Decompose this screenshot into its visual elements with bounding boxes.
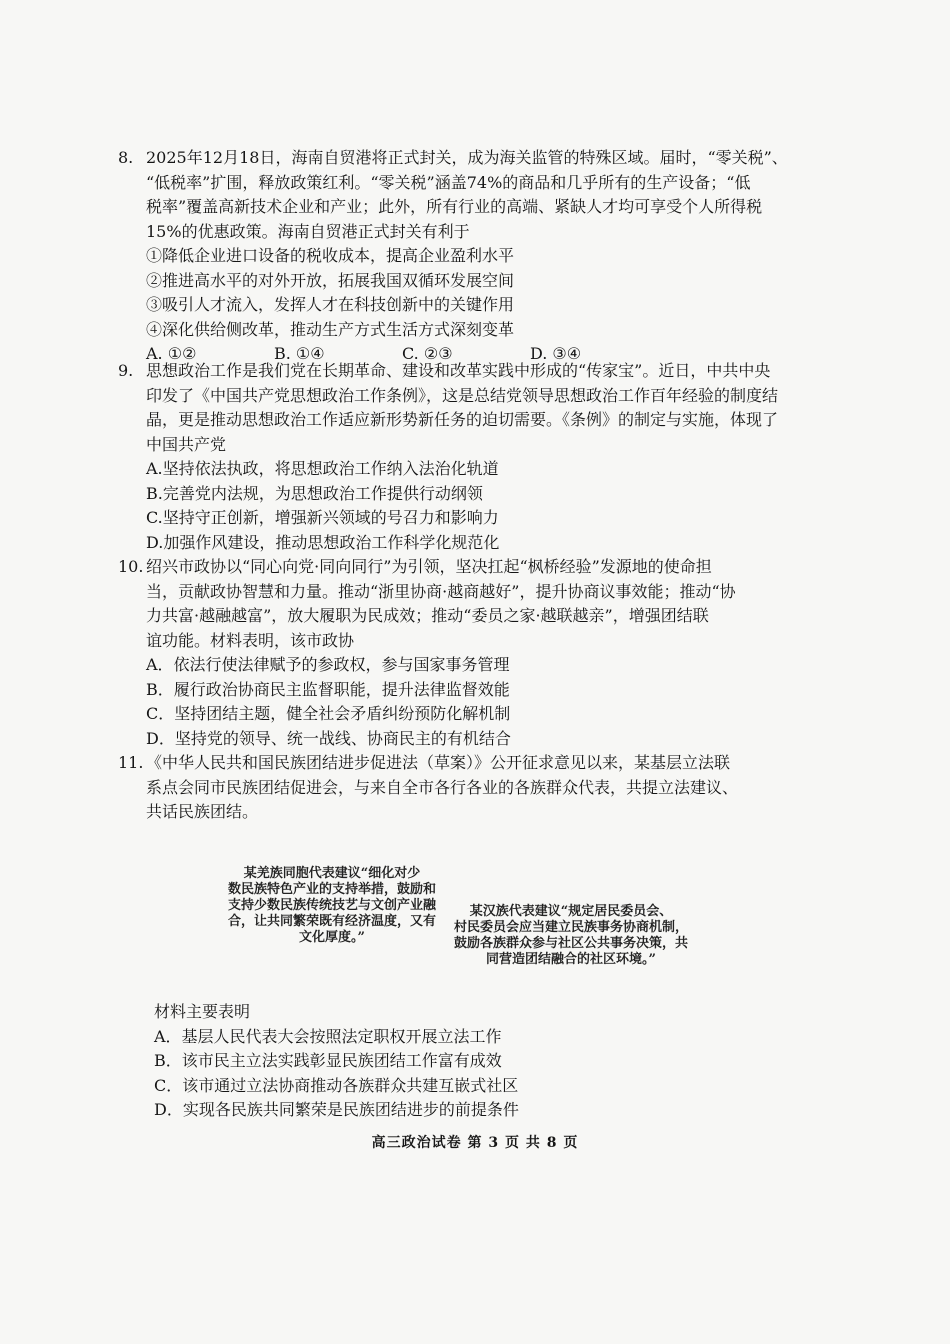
option-c: C．坚持团结主题，健全社会矛盾纠纷预防化解机制 xyxy=(146,704,511,723)
question-9-stem xyxy=(118,359,778,457)
stem-line: 共话民族团结。 xyxy=(146,802,259,821)
stem-line: 当，贡献政协智慧和力量。推动“浙里协商·越商越好”，提升协商议事效能；推动“协 xyxy=(146,581,736,601)
question-9 xyxy=(118,359,778,555)
bubble-line: 文化厚度。” xyxy=(299,930,365,945)
statement-item: ③吸引人才流入，发挥人才在科技创新中的关键作用 xyxy=(146,295,515,314)
stem-line: “低税率”扩围，释放政策红利。“零关税”涵盖74%的商品和几乎所有的生产设备；“低 xyxy=(146,172,751,192)
option-d: D.加强作风建设，推动思想政治工作科学化规范化 xyxy=(146,532,500,552)
bubble-line: 合，让共同繁荣既有经济温度，又有 xyxy=(227,914,436,929)
question-10-stem xyxy=(118,555,778,653)
option-d: D．实现各民族共同繁荣是民族团结进步的前提条件 xyxy=(154,1100,519,1119)
stem-line: 中国共产党 xyxy=(146,434,227,454)
stem-line: 《中华人民共和国民族团结进步促进法（草案）》公开征求意见以来，某基层立法联 xyxy=(146,753,731,772)
statement-item: ①降低企业进口设备的税收成本，提高企业盈利水平 xyxy=(146,246,515,265)
choice-d: D. ③④ xyxy=(530,344,582,363)
speech-bubble-han-representative xyxy=(446,904,696,968)
bubble-line: 同营造团结融合的社区环境。” xyxy=(486,952,656,967)
option-a: A．依法行使法律赋予的参政权，参与国家事务管理 xyxy=(146,655,510,674)
stem-line: 税率”覆盖高新技术企业和产业；此外，所有行业的高端、紧缺人才均可享受个人所得税 xyxy=(146,197,763,216)
question-number: 8. xyxy=(118,148,134,167)
option-d: D．坚持党的领导、统一战线、协商民主的有机结合 xyxy=(146,728,511,748)
stem-line: 印发了《中国共产党思想政治工作条例》，这是总结党领导思想政治工作百年经验的制度结 xyxy=(146,385,779,405)
question-8-stem xyxy=(118,146,788,244)
stem-line: 谊功能。材料表明，该市政协 xyxy=(146,630,355,650)
question-11-options xyxy=(146,1000,806,1123)
bubble-line: 数民族特色产业的支持举措，鼓励和 xyxy=(227,882,436,897)
choice-a: A. ①② xyxy=(146,344,197,363)
bubble-line: 鼓励各族群众参与社区公共事务决策，共 xyxy=(453,936,688,951)
bubble-line: 村民委员会应当建立民族事务协商机制， xyxy=(453,920,688,935)
question-number: 11. xyxy=(118,753,144,772)
stem-line: 系点会同市民族团结促进会，与来自全市各行各业的各族群众代表，共提立法建议、 xyxy=(146,777,739,797)
option-c: C.坚持守正创新，增强新兴领域的号召力和影响力 xyxy=(146,508,499,527)
statement-item: ②推进高水平的对外开放，拓展我国双循环发展空间 xyxy=(146,270,515,290)
option-a: A．基层人民代表大会按照法定职权开展立法工作 xyxy=(154,1026,502,1046)
bubble-line: 某汉族代表建议“规定居民委员会、 xyxy=(469,904,673,919)
question-8 xyxy=(118,146,788,367)
question-10 xyxy=(118,555,778,751)
bubble-line: 某羌族同胞代表建议“细化对少 xyxy=(243,866,421,881)
question-number: 9. xyxy=(118,361,134,380)
question-number: 10. xyxy=(118,557,144,576)
option-b: B．该市民主立法实践彰显民族团结工作富有成效 xyxy=(154,1051,502,1070)
question-11 xyxy=(118,751,778,825)
question-11-stem xyxy=(118,751,778,825)
stem-line: 晶，更是推动思想政治工作适应新形势新任务的迫切需要。《条例》的制定与实施，体现了 xyxy=(146,410,779,429)
option-a: A.坚持依法执政，将思想政治工作纳入法治化轨道 xyxy=(146,459,499,478)
stem-line: 15%的优惠政策。海南自贸港正式封关有利于 xyxy=(146,221,470,241)
option-c: C．该市通过立法协商推动各族群众共建互嵌式社区 xyxy=(154,1075,519,1095)
question-prompt: 材料主要表明 xyxy=(154,1002,251,1021)
stem-line: 2025年12月18日，海南自贸港将正式封关，成为海关监管的特殊区域。届时，“零关税”、 xyxy=(146,148,788,167)
choice-c: C. ②③ xyxy=(402,344,453,363)
stem-line: 力共富·越融越富”，放大履职为民成效；推动“委员之家·越联越亲”，增强团结联 xyxy=(146,606,709,625)
choice-b: B. ①④ xyxy=(274,344,325,363)
option-b: B.完善党内法规，为思想政治工作提供行动纲领 xyxy=(146,483,483,503)
bubble-line: 支持少数民族传统技艺与文创产业融 xyxy=(227,898,436,913)
statement-item: ④深化供给侧改革，推动生产方式生活方式深刻变革 xyxy=(146,319,515,339)
stem-line: 思想政治工作是我们党在长期革命、建设和改革实践中形成的“传家宝”。近日，中共中央 xyxy=(146,361,771,380)
page-footer: 高三政治试卷 第 3 页 共 8 页 xyxy=(371,1135,579,1151)
option-b: B．履行政治协商民主监督职能，提升法律监督效能 xyxy=(146,679,510,699)
speech-bubble-qiang-representative xyxy=(212,866,452,946)
stem-line: 绍兴市政协以“同心向党·同向同行”为引领，坚决扛起“枫桥经验”发源地的使命担 xyxy=(146,557,712,576)
